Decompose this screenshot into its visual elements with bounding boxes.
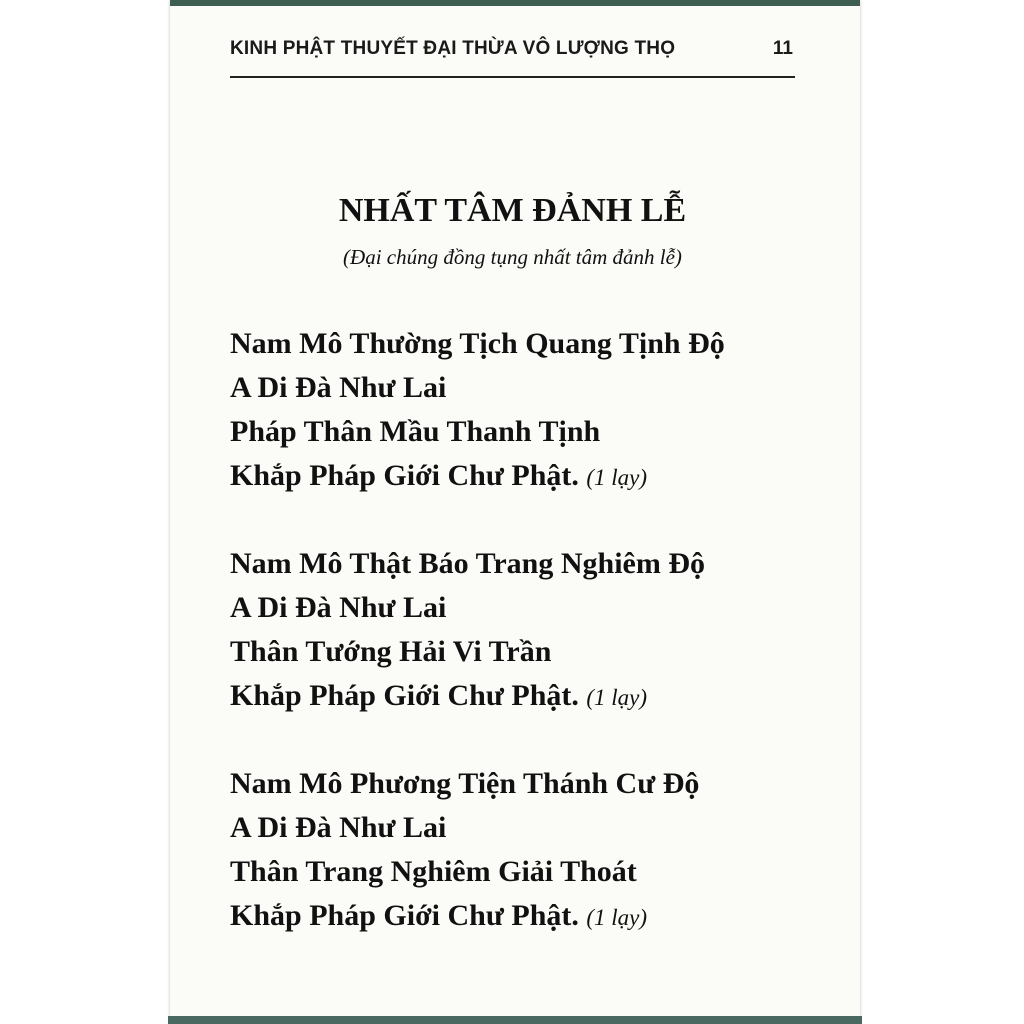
verse-2 [230,542,830,718]
verse-line: Nam Mô Thật Báo Trang Nghiêm Độ [230,547,706,580]
verse-line: Pháp Thân Mầu Thanh Tịnh [230,415,601,448]
prostration-note: (1 lạy) [586,905,648,930]
verse-line: A Di Đà Như Lai [230,591,447,624]
cover-edge-top [170,0,860,6]
verse-3 [230,762,830,938]
verse-line-final [230,894,830,938]
cover-edge-bottom [168,1016,862,1024]
prostration-note: (1 lạy) [586,685,648,710]
verse-line-text: Khắp Pháp Giới Chư Phật. [230,899,579,932]
verse-line-text: Khắp Pháp Giới Chư Phật. [230,459,579,492]
verse-line: A Di Đà Như Lai [230,371,447,404]
page-number: 11 [772,38,793,59]
section-subtitle: (Đại chúng đồng tụng nhất tâm đảnh lễ) [343,245,682,269]
verse-line-final [230,454,830,498]
verse-1 [230,322,830,498]
verse-line: Nam Mô Thường Tịch Quang Tịnh Độ [230,327,725,360]
verse-line-text: Khắp Pháp Giới Chư Phật. [230,679,579,712]
verse-line: Thân Trang Nghiêm Giải Thoát [230,855,637,888]
verse-line-final [230,674,830,718]
verse-line: A Di Đà Như Lai [230,811,447,844]
section-title: NHẤT TÂM ĐẢNH LỄ [338,192,687,229]
verse-line: Nam Mô Phương Tiện Thánh Cư Độ [230,767,700,800]
running-header [230,36,795,78]
verse-line: Thân Tướng Hải Vi Trần [230,635,552,668]
prostration-note: (1 lạy) [586,465,648,490]
header-title: KINH PHẬT THUYẾT ĐẠI THỪA VÔ LƯỢNG THỌ [230,38,676,59]
